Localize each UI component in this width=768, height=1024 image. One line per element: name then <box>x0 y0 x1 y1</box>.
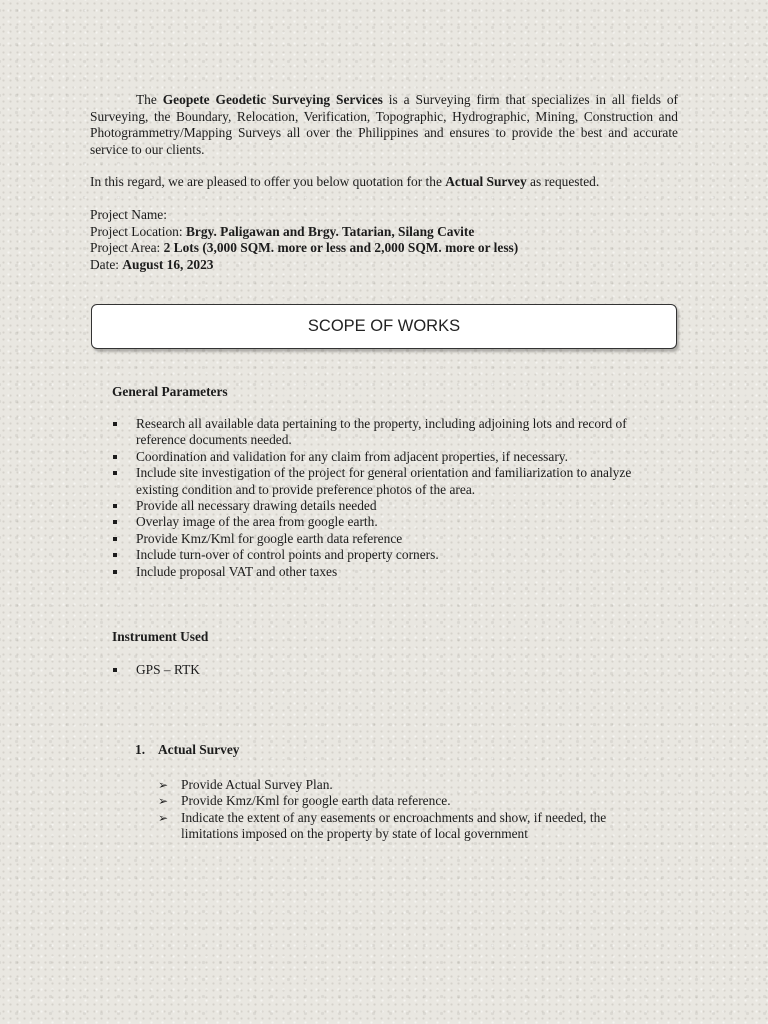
list-item-text: Overlay image of the area from google earth. <box>136 514 378 530</box>
section-title: Actual Survey <box>158 742 240 757</box>
square-bullet-icon <box>113 570 117 574</box>
list-item <box>112 449 672 465</box>
intro-text-start: The <box>136 92 163 107</box>
list-item <box>158 810 638 843</box>
arrow-bullet-icon: ➢ <box>158 794 169 809</box>
square-bullet-icon <box>113 471 117 475</box>
offer-text-start: In this regard, we are pleased to offer you below quotation for the <box>90 174 446 189</box>
instrument-list <box>112 662 672 678</box>
list-item <box>112 547 672 563</box>
offer-highlight: Actual Survey <box>445 174 527 189</box>
project-details <box>90 207 678 273</box>
list-item <box>112 498 672 514</box>
list-item <box>112 465 672 498</box>
offer-paragraph <box>90 174 678 191</box>
list-item-text: Coordination and validation for any claim from adjacent properties, if necessary. <box>136 448 568 464</box>
instrument-used-heading: Instrument Used <box>112 629 209 644</box>
list-item <box>112 514 672 530</box>
actual-survey-list <box>158 777 638 843</box>
general-parameters-heading: General Parameters <box>112 384 228 399</box>
section-actual-survey-heading <box>135 742 239 758</box>
project-date-line <box>90 257 678 274</box>
list-item-text: Provide Actual Survey Plan. <box>181 777 333 792</box>
intro-paragraph <box>90 92 678 158</box>
square-bullet-icon <box>113 422 117 426</box>
general-parameters-list <box>112 416 672 580</box>
intro-text-rest: is a Surveying firm that specializes in all fields of Surveying, the Boundary, Relocation, Verification, Topographic, Hydrographic, Mining, Construction and Photogrammetry/Mapping Surveys all over the Philippines and ensures to provide the best and accurate service to our clients. <box>90 92 678 157</box>
square-bullet-icon <box>113 553 117 557</box>
project-area-value: 2 Lots (3,000 SQM. more or less and 2,000 SQM. more or less) <box>163 240 519 256</box>
square-bullet-icon <box>113 668 117 672</box>
firm-name: Geopete Geodetic Surveying Services <box>162 92 383 107</box>
project-area-label: Project Area: <box>90 240 164 256</box>
project-location-line <box>90 224 678 241</box>
square-bullet-icon <box>113 537 117 541</box>
project-name-label: Project Name: <box>90 207 167 222</box>
list-item <box>112 416 672 449</box>
section-number: 1. <box>135 742 146 757</box>
list-item-text: Include turn-over of control points and property corners. <box>136 547 439 563</box>
project-date-value: August 16, 2023 <box>122 256 214 272</box>
project-location-label: Project Location: <box>90 223 186 239</box>
scope-of-works-banner <box>91 304 677 349</box>
square-bullet-icon <box>113 504 117 508</box>
list-item-text: Provide Kmz/Kml for google earth data reference <box>136 530 403 546</box>
list-item-text: Include site investigation of the project for general orientation and familiarization to analyze existing condition and to provide preference photos of the area. <box>136 465 632 497</box>
arrow-bullet-icon: ➢ <box>158 778 169 792</box>
list-item-text: GPS – RTK <box>136 662 200 677</box>
project-name-line <box>90 207 678 224</box>
scope-of-works-title: SCOPE OF WORKS <box>307 317 461 335</box>
list-item <box>158 793 638 809</box>
project-area-line <box>90 240 678 257</box>
list-item <box>112 531 672 547</box>
list-item-text: Include proposal VAT and other taxes <box>136 563 338 579</box>
list-item <box>112 662 672 678</box>
list-item <box>158 777 638 793</box>
project-date-label: Date: <box>90 256 123 272</box>
square-bullet-icon <box>113 455 117 459</box>
list-item-text: Provide Kmz/Kml for google earth data reference. <box>181 793 451 809</box>
project-location-value: Brgy. Paligawan and Brgy. Tatarian, Silang Cavite <box>185 223 475 239</box>
arrow-bullet-icon: ➢ <box>158 810 169 825</box>
list-item-text: Provide all necessary drawing details needed <box>136 498 377 514</box>
list-item-text: Indicate the extent of any easements or encroachments and show, if needed, the limitations imposed on the property by state of local government <box>181 809 607 842</box>
offer-text-end: as requested. <box>526 174 600 189</box>
square-bullet-icon <box>113 520 117 524</box>
list-item-text: Research all available data pertaining to the property, including adjoining lots and record of reference documents needed. <box>136 416 627 448</box>
list-item <box>112 564 672 580</box>
